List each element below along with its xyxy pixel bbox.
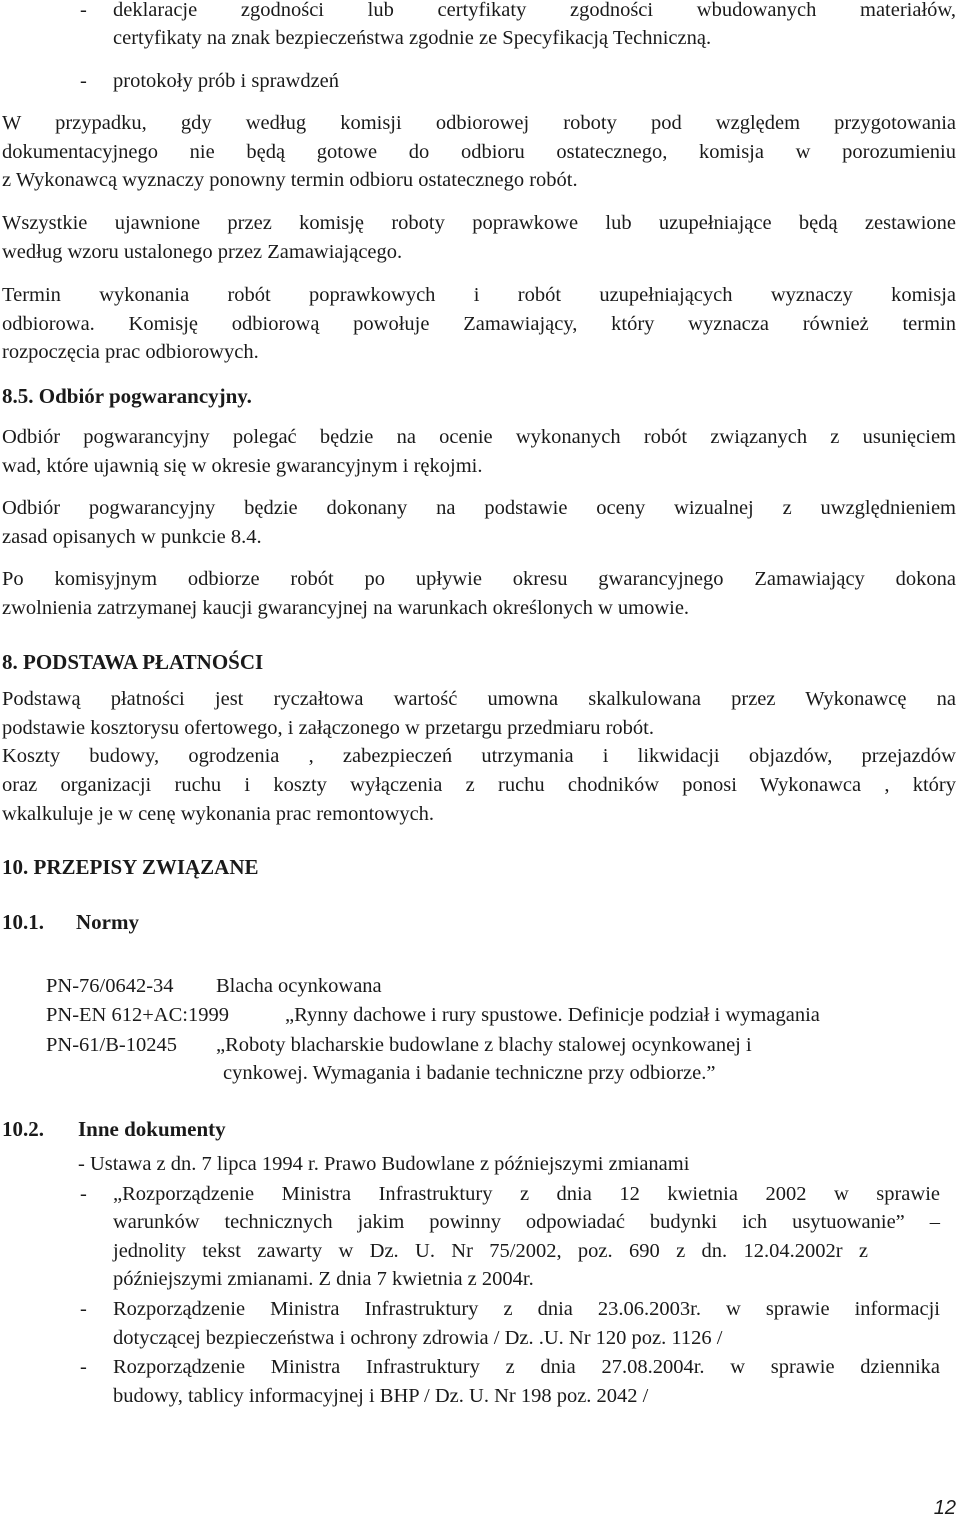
doc-item: warunków technicznych jakim powinny odpowiadać budynki ich usytuowanie” –: [113, 1211, 940, 1233]
section-heading: 8. PODSTAWA PŁATNOŚCI: [2, 650, 264, 674]
paragraph-line: Po komisyjnym odbiorze robót po upływie okresu gwarancyjnego Zamawiający dokona: [2, 568, 956, 590]
paragraph-line: Podstawą płatności jest ryczałtowa wartość umowna skalkulowana przez Wykonawcę na: [2, 688, 956, 710]
paragraph-line: W przypadku, gdy według komisji odbiorowej roboty pod względem przygotowania: [2, 112, 956, 134]
norm-code: PN-76/0642-34: [46, 975, 174, 997]
doc-item: „Rozporządzenie Ministra Infrastruktury z dnia 12 kwietnia 2002 w sprawie: [113, 1183, 940, 1205]
norm-text: „Roboty blacharskie budowlane z blachy stalowej ocynkowanej i: [216, 1034, 752, 1056]
list-item-text: certyfikaty na znak bezpieczeństwa zgodnie ze Specyfikacją Techniczną.: [113, 27, 712, 49]
list-item-text: protokoły prób i sprawdzeń: [113, 70, 340, 92]
paragraph-line: Wszystkie ujawnione przez komisję roboty poprawkowe lub uzupełniające będą zestawione: [2, 212, 956, 234]
subsection-title: Inne dokumenty: [78, 1117, 226, 1141]
list-dash: -: [80, 0, 87, 21]
norm-text: cynkowej. Wymagania i badanie techniczne przy odbiorze.”: [223, 1062, 716, 1084]
paragraph-line: dokumentacyjnego nie będą gotowe do odbioru ostatecznego, komisja w porozumieniu: [2, 141, 956, 163]
doc-item: Rozporządzenie Ministra Infrastruktury z dnia 23.06.2003r. w sprawie informacji: [113, 1298, 940, 1320]
paragraph-line: według wzoru ustalonego przez Zamawiającego.: [2, 241, 403, 263]
section-heading: 10. PRZEPISY ZWIĄZANE: [2, 855, 259, 879]
paragraph-line: Odbiór pogwarancyjny będzie dokonany na podstawie oceny wizualnej z uwzględnieniem: [2, 497, 956, 519]
paragraph-line: zwolnienia zatrzymanej kaucji gwarancyjnej na warunkach określonych w umowie.: [2, 597, 690, 619]
list-dash: -: [80, 1183, 87, 1205]
page-number: 12: [933, 1497, 956, 1519]
paragraph-line: podstawie kosztorysu ofertowego, i załączonego w przetargu przedmiaru robót.: [2, 717, 654, 739]
subsection-number: 10.1.: [2, 910, 44, 934]
norm-code: PN-61/B-10245: [46, 1034, 177, 1056]
paragraph-line: oraz organizacji ruchu i koszty wyłączenia z ruchu chodników ponosi Wykonawca , który: [2, 774, 956, 796]
subsection-title: Normy: [76, 910, 139, 934]
doc-item: jednolity tekst zawarty w Dz. U. Nr 75/2002, poz. 690 z dn. 12.04.2002r z: [113, 1240, 868, 1262]
list-dash: -: [80, 1298, 87, 1320]
section-heading: 8.5. Odbiór pogwarancyjny.: [2, 384, 252, 408]
list-item-text: deklaracje zgodności lub certyfikaty zgodności wbudowanych materiałów,: [113, 0, 956, 21]
norm-code: PN-EN 612+AC:1999: [46, 1004, 229, 1026]
list-dash: -: [80, 70, 87, 92]
paragraph-line: odbiorowa. Komisję odbiorową powołuje Zamawiający, który wyznacza również termin: [2, 313, 956, 335]
doc-item: - Ustawa z dn. 7 lipca 1994 r. Prawo Budowlane z późniejszymi zmianami: [78, 1153, 690, 1175]
doc-item: Rozporządzenie Ministra Infrastruktury z dnia 27.08.2004r. w sprawie dziennika: [113, 1356, 940, 1378]
paragraph-line: Termin wykonania robót poprawkowych i robót uzupełniających wyznaczy komisja: [2, 284, 956, 306]
paragraph-line: Koszty budowy, ogrodzenia , zabezpieczeń utrzymania i likwidacji objazdów, przejazdów: [2, 745, 956, 767]
norm-text: Blacha ocynkowana: [216, 975, 382, 997]
doc-item: budowy, tablicy informacyjnej i BHP / Dz. U. Nr 198 poz. 2042 /: [113, 1385, 649, 1407]
paragraph-line: zasad opisanych w punkcie 8.4.: [2, 526, 262, 548]
paragraph-line: Odbiór pogwarancyjny polegać będzie na ocenie wykonanych robót związanych z usunięciem: [2, 426, 956, 448]
norm-text: „Rynny dachowe i rury spustowe. Definicje podział i wymagania: [285, 1004, 820, 1026]
paragraph-line: z Wykonawcą wyznaczy ponowny termin odbioru ostatecznego robót.: [2, 169, 578, 191]
paragraph-line: wad, które ujawnią się w okresie gwarancyjnym i rękojmi.: [2, 455, 483, 477]
doc-item: późniejszymi zmianami. Z dnia 7 kwietnia z 2004r.: [113, 1268, 534, 1290]
paragraph-line: rozpoczęcia prac odbiorowych.: [2, 341, 259, 363]
list-dash: -: [80, 1356, 87, 1378]
paragraph-line: wkalkuluje je w cenę wykonania prac remontowych.: [2, 803, 435, 825]
subsection-number: 10.2.: [2, 1117, 44, 1141]
doc-item: dotyczącej bezpieczeństwa i ochrony zdrowia / Dz. .U. Nr 120 poz. 1126 /: [113, 1327, 723, 1349]
